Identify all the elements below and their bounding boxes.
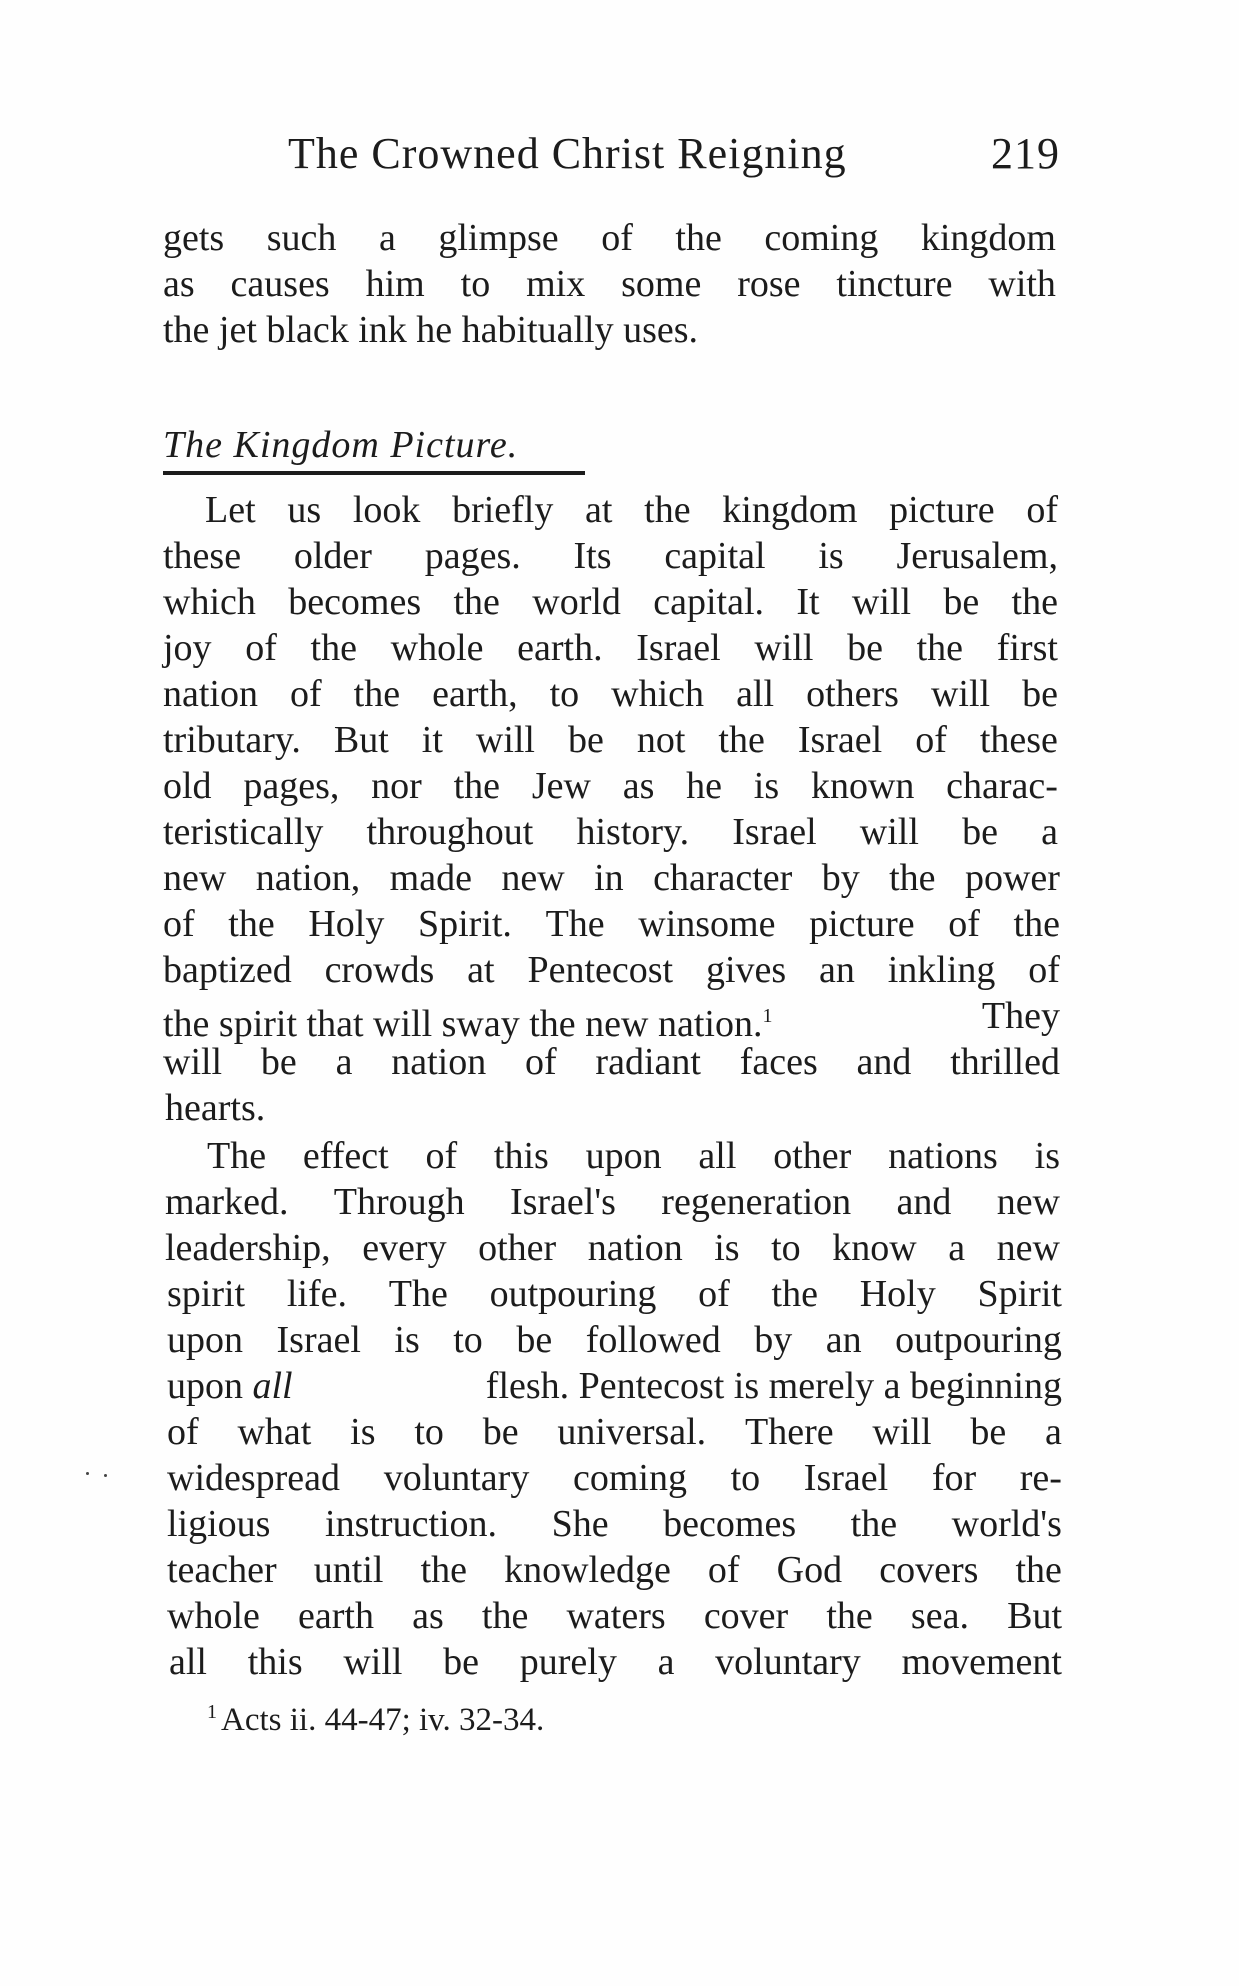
word: sea. [910,1595,969,1637]
word: be [970,1411,1007,1453]
word: The [388,1273,448,1315]
emphasis: all [252,1365,293,1407]
word: Israel [732,811,817,853]
word: upon [167,1319,243,1361]
text-line [163,945,1060,995]
word: whole [167,1595,260,1637]
footnote [207,1690,544,1742]
word: Spirit. [417,903,512,945]
word: to [414,1411,444,1453]
word: older [293,535,372,577]
word: be [847,627,883,669]
word: purely [519,1641,617,1683]
word: She [551,1503,609,1545]
word: Israel [797,719,883,761]
word: be [260,1041,297,1083]
word: new [163,857,227,899]
text-line [167,1361,1062,1411]
word: to [771,1227,801,1269]
running-title: The Crowned Christ Reigning [288,129,847,178]
word: is [714,1227,740,1269]
word: the [889,857,936,899]
word: glimpse [438,217,559,259]
word: of [290,673,322,715]
word: the [453,765,501,807]
word: will [872,1411,932,1453]
word: all [169,1641,207,1683]
word: to [549,673,580,715]
text-line [167,1499,1062,1549]
word: nation [587,1227,683,1269]
word: kingdom [722,489,858,531]
word: him [365,263,425,305]
word: the [1011,581,1058,623]
word: The [207,1135,267,1177]
text-segment: They [981,995,1060,1037]
word: these [163,535,242,577]
word: will [754,627,814,669]
word: for [931,1457,977,1499]
word: capital. [653,581,765,623]
word: the [420,1549,467,1591]
word: to [453,1319,483,1361]
word: first [996,627,1058,669]
paper-speck [86,1472,89,1475]
word: a [1045,1411,1062,1453]
word: the [916,627,964,669]
word: throughout [366,811,534,853]
word: character [653,857,793,899]
word: Its [573,535,612,577]
word: of [948,903,980,945]
word: the [718,719,765,761]
word: crowds [324,949,435,991]
text-line [163,531,1058,581]
footnote-reference: 1 [762,1005,773,1027]
word: nation [163,673,258,715]
word: inkling [887,949,996,991]
word: the [771,1273,818,1315]
text-line [167,1269,1062,1319]
word: Holy [308,903,385,945]
word: baptized [163,949,292,991]
text-line [167,1315,1062,1365]
word: radiant [595,1041,701,1083]
word: know [832,1227,917,1269]
word: at [467,949,495,991]
word: capital [664,535,766,577]
text-line [205,485,1058,535]
text-line [169,1637,1062,1687]
word: is [818,535,844,577]
word: will [859,811,919,853]
word: to [730,1457,761,1499]
word: the [644,489,691,531]
word: of [167,1411,199,1453]
word: be [482,1411,519,1453]
word: The [545,903,605,945]
word: new [996,1227,1060,1269]
word: is [350,1411,376,1453]
word: earth. [517,627,603,669]
text-line [167,1545,1062,1595]
word: instruction. [325,1503,498,1545]
paper-speck [104,1474,107,1477]
word: by [754,1319,793,1361]
word: of [1026,489,1058,531]
word: ligious [167,1503,271,1545]
text-line [167,1591,1062,1641]
word: nor [371,765,422,807]
word: rose [737,263,801,305]
word: gets [163,217,225,259]
word: history. [576,811,690,853]
word: an [825,1319,862,1361]
word: the [453,581,500,623]
word: be [516,1319,553,1361]
word: not [636,719,686,761]
word: Israel [636,627,721,669]
word: others [806,673,899,715]
text-line [163,259,1056,309]
word: known [810,765,915,807]
word: briefly [452,489,554,531]
word: widespread [167,1457,341,1499]
word: at [585,489,613,531]
word: these [979,719,1058,761]
word: earth [298,1595,374,1637]
text-line: the jet black ink he habitually uses. [163,309,699,351]
word: the [1013,903,1060,945]
word: a [948,1227,966,1269]
word: It [796,581,820,623]
word: he [686,765,723,807]
word: tincture [836,263,953,305]
word: the [826,1595,873,1637]
text-line [165,1223,1060,1273]
word: other [773,1135,852,1177]
word: becomes [663,1503,797,1545]
word: new [501,857,565,899]
word: the [310,627,357,669]
word: coming [764,217,879,259]
word: But [333,719,389,761]
word: faces [739,1041,818,1083]
word: some [621,263,702,305]
word: of [163,903,195,945]
word: be [443,1641,480,1683]
word: followed [585,1319,721,1361]
word: pages, [243,765,340,807]
word: old [163,765,212,807]
word: be [943,581,980,623]
word: of [698,1273,730,1315]
word: There [745,1411,834,1453]
word: to [460,263,491,305]
word: earth, [432,673,518,715]
word: picture [889,489,995,531]
word: of [245,627,277,669]
word: movement [901,1641,1062,1683]
text-line [163,853,1060,903]
word: Israel's [509,1181,616,1223]
word: this [247,1641,303,1683]
text-line [163,991,1060,1045]
word: God [776,1549,843,1591]
heading-underline [163,471,585,475]
section-heading: The Kingdom Picture. [163,424,519,466]
word: nation [391,1041,487,1083]
word: by [821,857,860,899]
word: pages. [424,535,521,577]
word: regeneration [661,1181,852,1223]
word: all [698,1135,737,1177]
word: world [532,581,621,623]
word: be [962,811,998,853]
word: and [856,1041,912,1083]
word: nations [888,1135,998,1177]
word: teacher [167,1549,277,1591]
word: kingdom [920,217,1056,259]
text-line [163,577,1058,627]
word: outpouring [489,1273,657,1315]
word: upon [585,1135,662,1177]
word: becomes [288,581,422,623]
word: universal. [557,1411,707,1453]
word: voluntary [383,1457,530,1499]
word: nation, [255,857,361,899]
word: Jew [531,765,591,807]
running-head [163,128,1060,188]
text-line [165,1177,1060,1227]
word: as [163,263,195,305]
word: whole [390,627,484,669]
text-line [167,1453,1062,1503]
word: until [313,1549,384,1591]
word: of [524,1041,557,1083]
word: spirit [167,1273,246,1315]
word: leadership, [165,1227,331,1269]
word: which [611,673,705,715]
word: new [996,1181,1060,1223]
word: voluntary [715,1641,861,1683]
word: of [425,1135,458,1177]
word: winsome [638,903,776,945]
word: what [237,1411,312,1453]
word: re- [1019,1457,1062,1499]
word: But [1007,1595,1062,1637]
word: the [228,903,275,945]
text-line [163,623,1058,673]
text-line [163,213,1056,263]
word: of [1028,949,1060,991]
word: gives [705,949,787,991]
line-text: the spirit that will sway the new nation. [163,1003,763,1045]
word: will [851,581,912,623]
word: Let [205,489,256,531]
word: will [930,673,991,715]
word: a [657,1641,675,1683]
word: and [896,1181,952,1223]
word: knowledge [504,1549,671,1591]
word: Jerusalem, [896,535,1058,577]
word: teristically [163,811,324,853]
word: the [481,1595,529,1637]
word: us [287,489,322,531]
word: coming [572,1457,687,1499]
word: the [1015,1549,1062,1591]
word: thrilled [950,1041,1060,1083]
word: cover [703,1595,789,1637]
word: other [478,1227,557,1269]
word: an [819,949,855,991]
word: of [915,719,947,761]
word: will [343,1641,403,1683]
word: is [394,1319,420,1361]
word: as [622,765,655,807]
word: is [1034,1135,1060,1177]
word: Israel [803,1457,889,1499]
text-line [167,1407,1062,1457]
word: Spirit [977,1273,1062,1315]
word: look [352,489,421,531]
text-segment [163,991,773,1045]
word: power [964,857,1060,899]
word: effect [302,1135,389,1177]
word: mix [526,263,586,305]
word: the [850,1503,898,1545]
word: be [1022,673,1058,715]
text-line [163,669,1058,719]
text-line [163,761,1058,811]
word: outpouring [895,1319,1062,1361]
word: as [412,1595,444,1637]
text-segment: flesh. Pentecost is merely a beginning [485,1365,1062,1407]
word: which [163,581,256,623]
word: in [594,857,624,899]
page-number: 219 [991,129,1060,178]
text-line [163,899,1060,949]
word: Through [333,1181,465,1223]
text-line [207,1131,1060,1181]
footnote-text: Acts ii. 44-47; iv. 32-34. [221,1702,545,1738]
word: will [163,1041,223,1083]
word: Pentecost [527,949,674,991]
word: of [707,1549,740,1591]
word: such [266,217,337,259]
text-line: hearts. [165,1087,266,1129]
word: life. [286,1273,348,1315]
word: the [353,673,401,715]
word: a [378,217,396,259]
word: every [362,1227,447,1269]
word: is [753,765,780,807]
word: will [475,719,535,761]
word: a [335,1041,353,1083]
word: a [1041,811,1058,853]
word: made [389,857,472,899]
word: charac- [946,765,1058,807]
text-segment [167,1361,293,1411]
text-line [163,1037,1060,1087]
word: it [421,719,443,761]
word: Holy [859,1273,936,1315]
word: be [567,719,604,761]
word: marked. [165,1181,289,1223]
word: waters [566,1595,666,1637]
word: picture [809,903,915,945]
text-line [163,807,1058,857]
word: Israel [276,1319,361,1361]
footnote-marker: 1 [207,1701,217,1723]
word: causes [230,263,330,305]
text-line [163,715,1058,765]
word: the [675,217,722,259]
word: this [493,1135,549,1177]
word: world's [951,1503,1062,1545]
line-text: upon [167,1365,243,1407]
word: tributary. [163,719,301,761]
word: of [601,217,633,259]
word: with [988,263,1056,305]
word: joy [163,627,212,669]
word: all [736,673,775,715]
word: covers [879,1549,979,1591]
